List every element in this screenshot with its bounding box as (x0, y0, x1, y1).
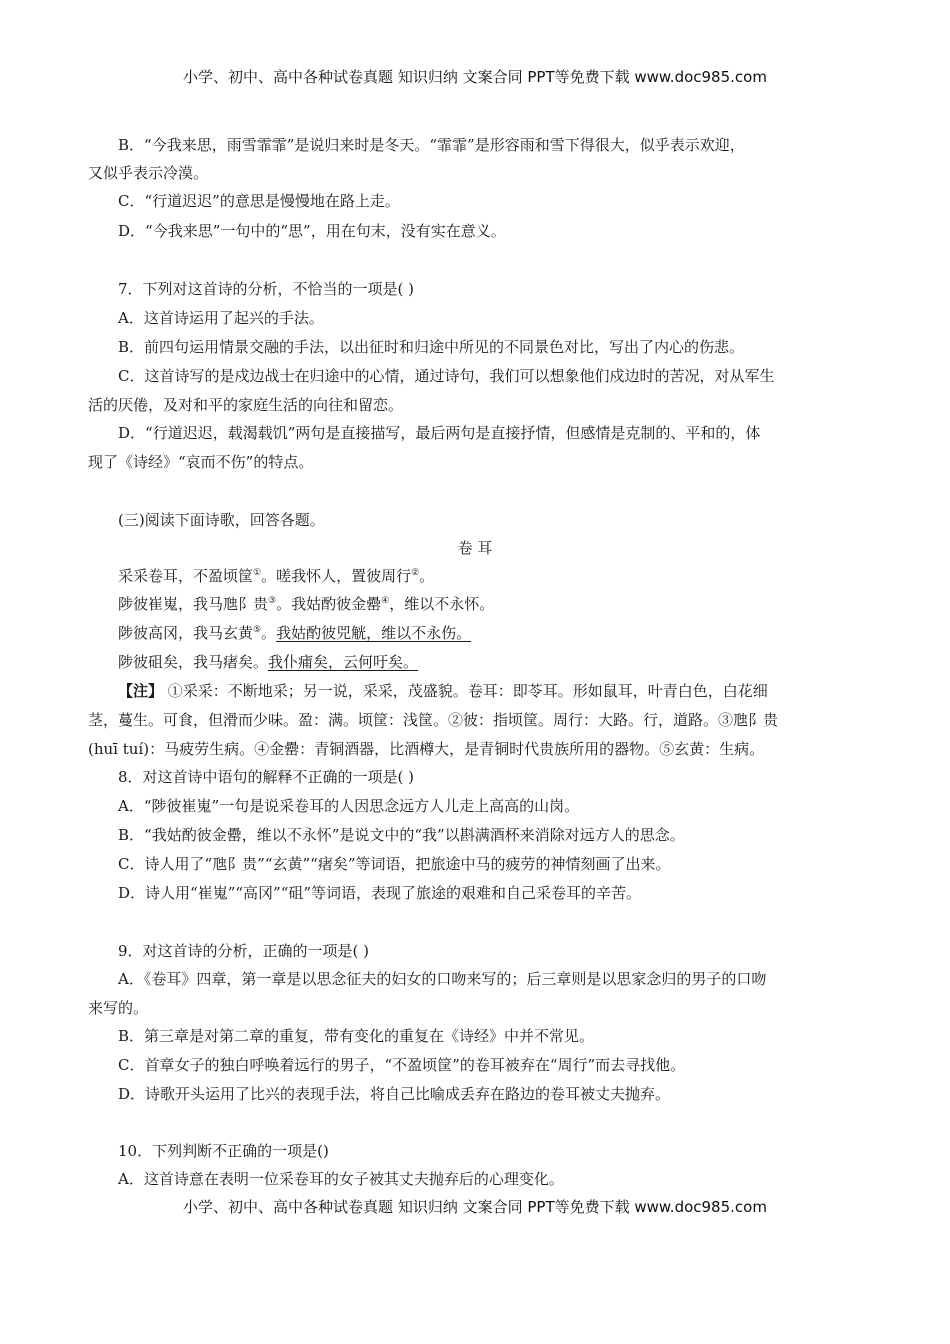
q9-option-a-line1: A．《卷耳》四章，第一章是以思念征夫的妇女的口吻来写的；后三章则是以思家念归的男子的口吻 (118, 970, 767, 988)
q6-option-b-line2: 又似乎表示冷漠。 (88, 164, 209, 182)
footnote-mark-3: ③ (268, 596, 277, 606)
q7-option-c-line2: 活的厌倦，及对和平的家庭生活的向往和留恋。 (88, 396, 404, 414)
note-text-1: ①采采：不断地采；另一说，采采，茂盛貌。卷耳：即苓耳。形如鼠耳，叶青白色，白花细 (163, 682, 768, 700)
poem-line-1-text-b: 。嗟我怀人，置彼周行 (261, 567, 412, 585)
note-label: 【注】 (118, 682, 164, 700)
q9-option-c: C．首章女子的独白呼唤着远行的男子，“不盈顷筐”的卷耳被弃在“周行”而去寻找他。 (118, 1056, 686, 1074)
note-line-3: (huī tuí)：马疲劳生病。④金罍：青铜酒器，比酒樽大，是青铜时代贵族所用的器物。⑤玄黄：生病。 (88, 740, 765, 758)
poem-line-4 (118, 651, 418, 673)
q7-option-c-line1: C．这首诗写的是戍边战士在归途中的心情，通过诗句，我们可以想象他们戍边时的苦况，对从军生 (118, 367, 775, 385)
poem-line-3-text-a: 陟彼高冈，我马玄黄 (118, 624, 254, 642)
poem-line-1-text-c: 。 (419, 567, 435, 585)
q9-stem: 9．对这首诗的分析，正确的一项是( ) (118, 942, 370, 960)
footnote-mark-4: ④ (381, 596, 390, 606)
q9-option-a-line2: 来写的。 (88, 999, 149, 1017)
poem-line-3-text-b: 。 (261, 624, 277, 642)
poem-line-1 (118, 565, 434, 587)
q7-option-b: B．前四句运用情景交融的手法，以出征时和归途中所见的不同景色对比，写出了内心的伤悲。 (118, 338, 745, 356)
footnote-mark-1: ① (253, 568, 262, 578)
page-footer: 小学、初中、高中各种试卷真题 知识归纳 文案合同 PPT等免费下载 www.doc985.com (183, 1198, 767, 1216)
q7-option-d-line2: 现了《诗经》“哀而不伤”的特点。 (88, 453, 314, 471)
q7-option-d-line1: D．“行道迟迟，载渴载饥”两句是直接描写，最后两句是直接抒情，但感情是克制的、平和的，体 (118, 424, 761, 442)
footnote-mark-2: ② (411, 568, 420, 578)
q8-option-a: A．“陟彼崔嵬”一句是说采卷耳的人因思念远方人儿走上高高的山岗。 (118, 797, 580, 815)
poem-line-2-text-c: ，维以不永怀。 (389, 595, 495, 613)
q8-option-d: D．诗人用“崔嵬”“高冈”“砠”等词语，表现了旅途的艰难和自己采卷耳的辛苦。 (118, 884, 642, 902)
poem-line-4-underlined: 我仆痡矣，云何吁矣。 (268, 653, 419, 671)
poem-line-3 (118, 622, 471, 644)
q9-option-b: B．第三章是对第二章的重复，带有变化的重复在《诗经》中并不常见。 (118, 1027, 595, 1045)
q10-option-a: A．这首诗意在表明一位采卷耳的女子被其丈夫抛弃后的心理变化。 (118, 1170, 564, 1188)
poem-line-3-underlined: 我姑酌彼兕觥，维以不永伤。 (276, 624, 472, 642)
note-line-1 (118, 680, 768, 702)
poem-line-1-text-a: 采采卷耳，不盈顷筐 (118, 567, 254, 585)
q10-stem: 10．下列判断不正确的一项是() (118, 1142, 329, 1160)
q6-option-b-line1: B．“今我来思，雨雪霏霏”是说归来时是冬天。“霏霏”是形容雨和雪下得很大，似乎表示欢迎， (118, 136, 745, 154)
page-header: 小学、初中、高中各种试卷真题 知识归纳 文案合同 PPT等免费下载 www.doc985.com (183, 68, 767, 86)
poem-line-2-text-b: 。我姑酌彼金罍 (276, 595, 382, 613)
q9-option-d: D．诗歌开头运用了比兴的表现手法，将自己比喻成丢弃在路边的卷耳被丈夫抛弃。 (118, 1085, 671, 1103)
poem-line-4-text-a: 陟彼砠矣，我马瘏矣。 (118, 653, 269, 671)
note-line-2: 茎，蔓生。可食，但滑而少味。盈：满。顷筐：浅筐。②彼：指顷筐。周行：大路。行，道路。③虺阝贵 (88, 711, 779, 729)
q8-option-c: C．诗人用了“虺阝贵”“玄黄”“瘏矣”等词语，把旅途中马的疲劳的神情刻画了出来。 (118, 855, 671, 873)
q6-option-c: C．“行道迟迟”的意思是慢慢地在路上走。 (118, 192, 400, 210)
footnote-mark-5: ⑤ (253, 625, 262, 635)
poem-title: 卷 耳 (457, 539, 493, 557)
q8-stem: 8．对这首诗中语句的解释不正确的一项是( ) (118, 768, 415, 786)
q6-option-d: D．“今我来思”一句中的“思”，用在句末，没有实在意义。 (118, 222, 506, 240)
q8-option-b: B．“我姑酌彼金罍，维以不永怀”是说文中的“我”以斟满酒杯来消除对远方人的思念。 (118, 826, 685, 844)
q7-stem: 7．下列对这首诗的分析，不恰当的一项是( ) (118, 280, 415, 298)
poem-line-2-text-a: 陟彼崔嵬，我马虺阝贵 (118, 595, 269, 613)
section3-heading: (三)阅读下面诗歌，回答各题。 (118, 511, 325, 529)
q7-option-a: A．这首诗运用了起兴的手法。 (118, 309, 324, 327)
poem-line-2 (118, 593, 494, 615)
